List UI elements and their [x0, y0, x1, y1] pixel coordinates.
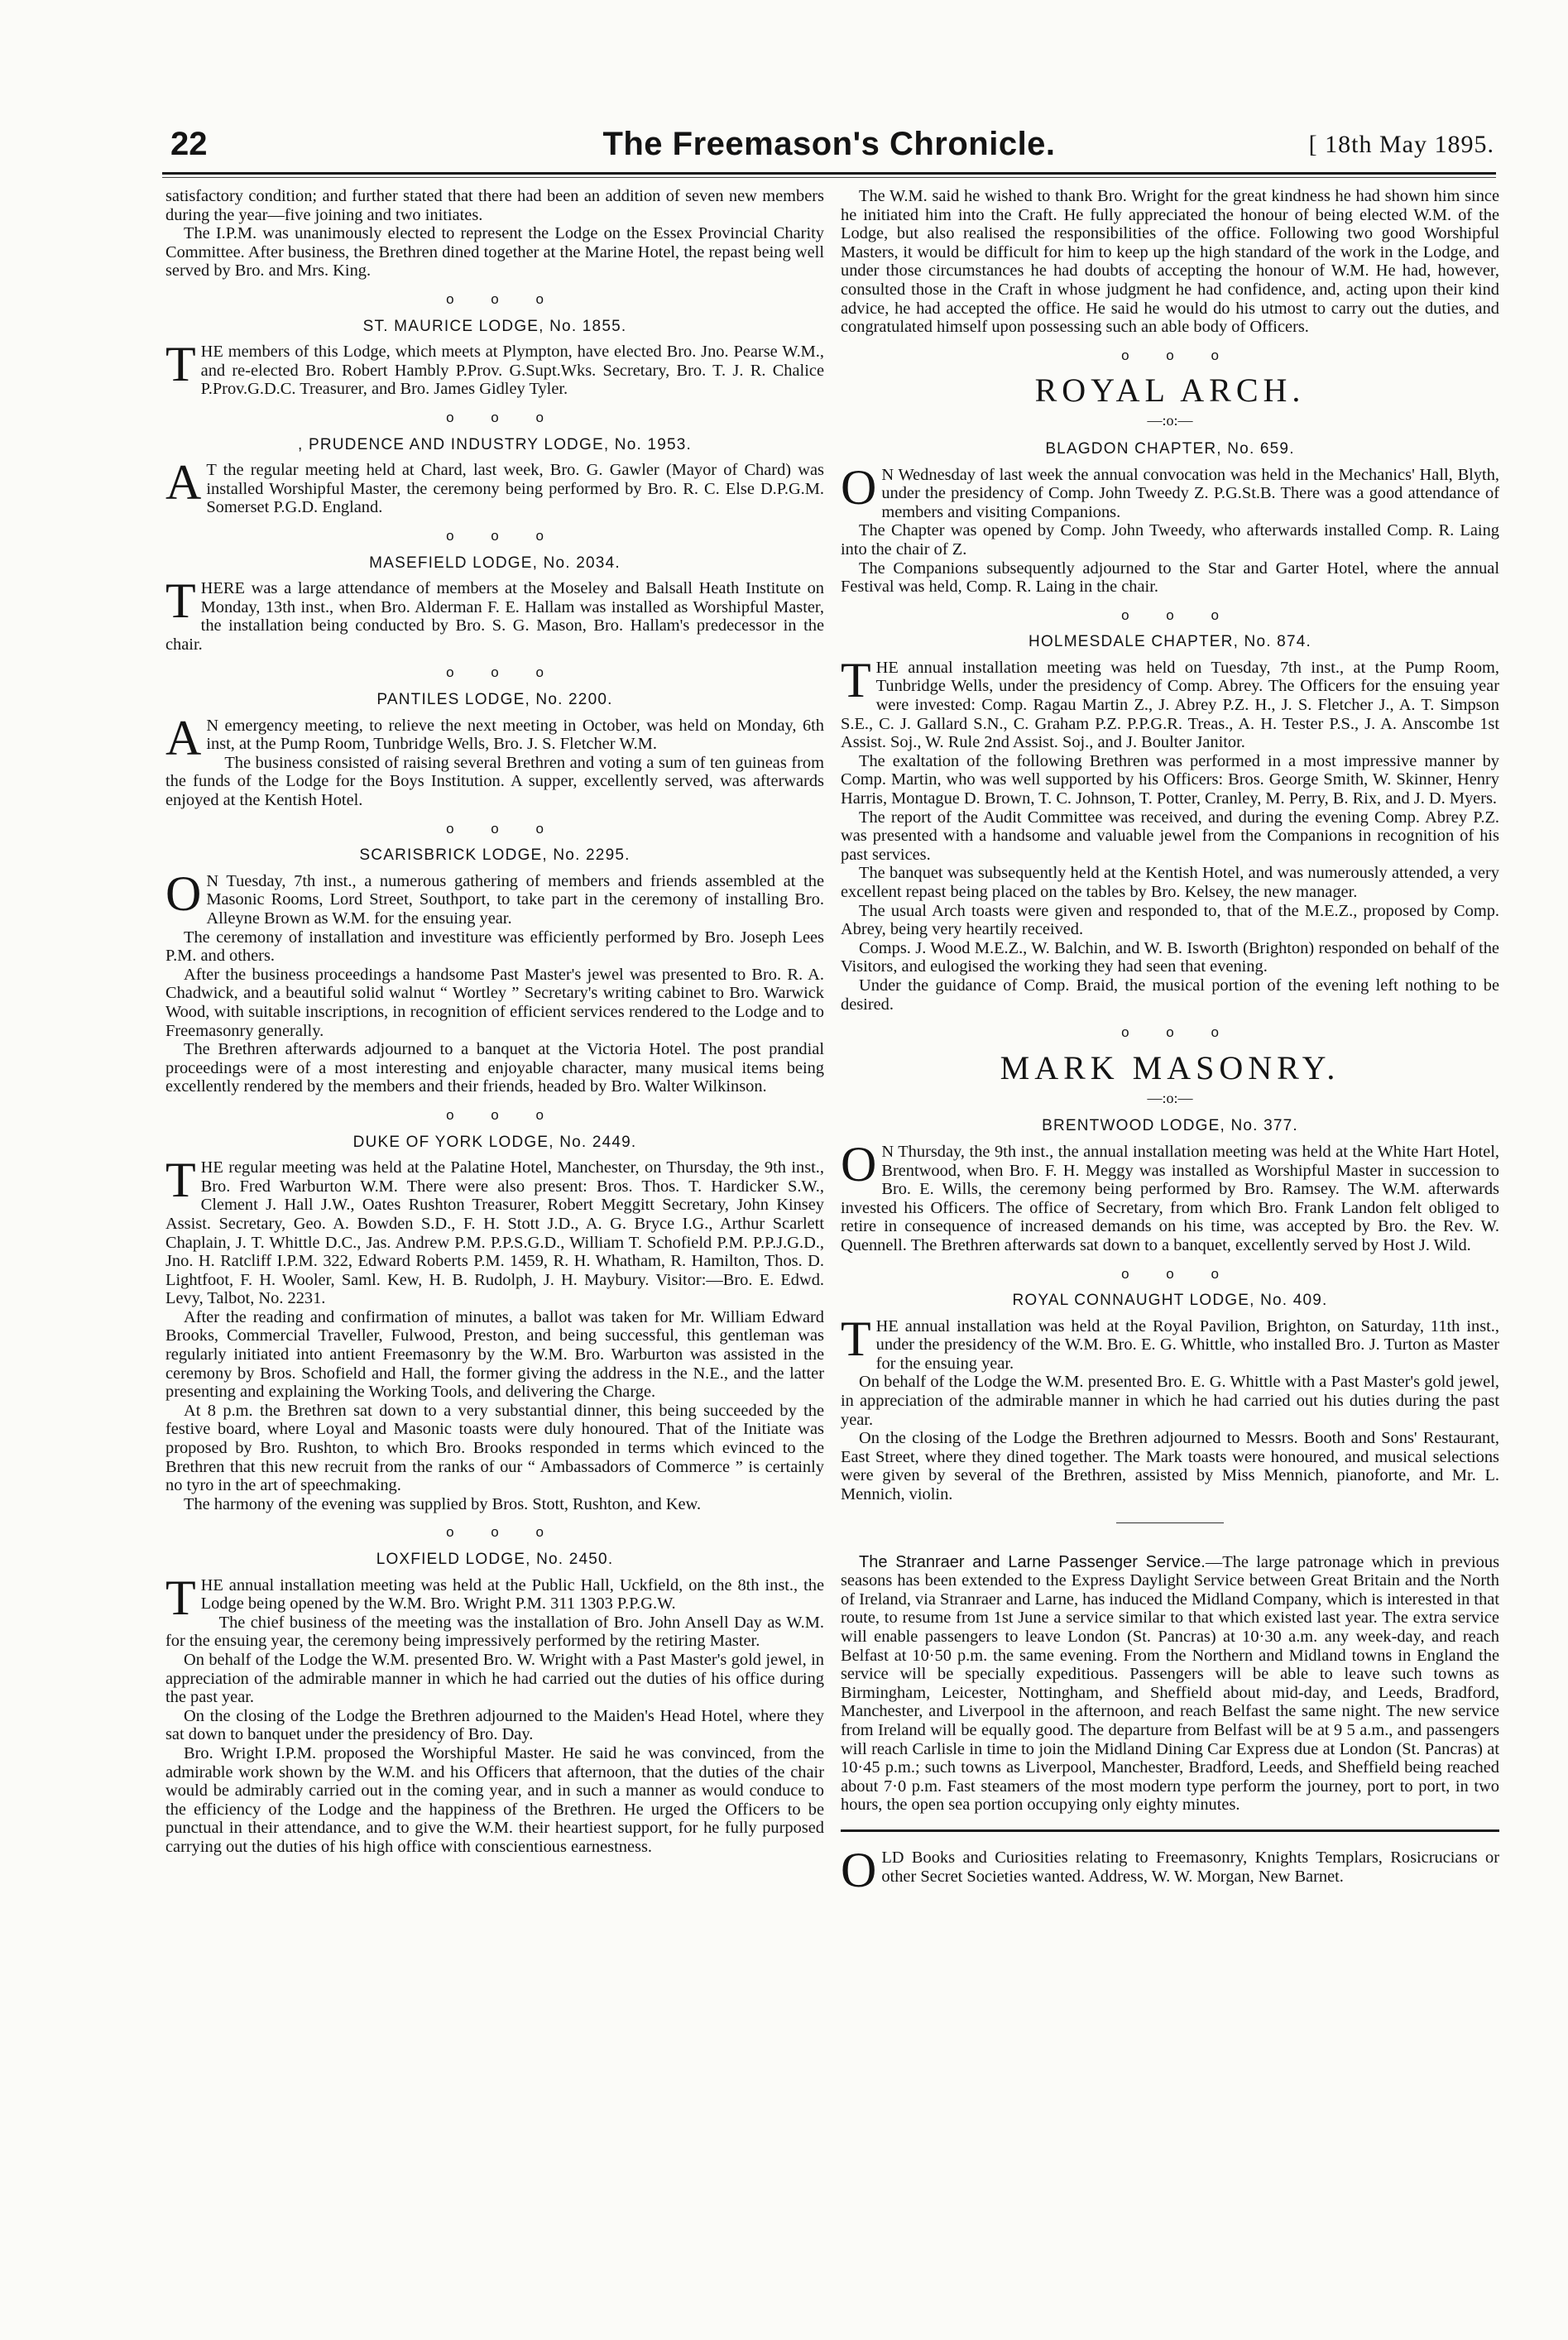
section-ornament: —:o:—: [1147, 1089, 1193, 1106]
article-heading: BLAGDON CHAPTER, No. 659.: [1045, 439, 1295, 458]
paragraph: On behalf of the Lodge the W.M. presented Bro. W. Wright with a Past Master's gold jewel, in appreciation of the admirable manner in which he had carried out the duties of his office during the past year.: [165, 1650, 824, 1707]
heavy-divider: [841, 1829, 1499, 1832]
section-title-mark-masonry: MARK MASONRY.: [1000, 1048, 1340, 1086]
paragraph: The usual Arch toasts were given and responded to, that of the M.E.Z., proposed by Comp. Abrey, being very heartily received.: [841, 901, 1499, 939]
paragraph: The report of the Audit Committee was received, and during the evening Comp. Abrey P.Z. was presented with a handsome and valuable jewel from the Companions in recognition of his past services.: [841, 808, 1499, 864]
article-heading: BRENTWOOD LODGE, No. 377.: [1042, 1117, 1298, 1135]
article-heading: , PRUDENCE AND INDUSTRY LODGE, No. 1953.: [298, 435, 692, 453]
article-heading: LOXFIELD LODGE, No. 2450.: [376, 1551, 614, 1568]
article-heading: MASEFIELD LODGE, No. 2034.: [369, 554, 621, 572]
separator: o o o: [446, 1106, 544, 1123]
paragraph: The harmony of the evening was supplied by Bros. Stott, Rushton, and Kew.: [184, 1494, 702, 1513]
paragraph: The I.P.M. was unanimously elected to represent the Lodge on the Essex Provincial Charity Committee. After business, the Brethren dined together at the Marine Hotel, the repast being well served by Bro. and Mrs. King.: [165, 224, 824, 281]
issue-date: [ 18th May 1895.: [1308, 131, 1494, 158]
notice-text: —The large patronage which in previous seasons has been extended to the Express Daylight Service between Great Britain and the North of Ireland, via Stranraer and Larne, has induced the Midland Company, which is interested in that route, to resume from 1st June a service similar to that which existed last year. The extra service will enable passengers to leave London (St. Pancras) at 10·30 a.m. any week-day, and reach Belfast at 10·50 p.m. the same evening. From the Northern and Midland towns in England the service will be specially expeditious. Passengers will be able to leave such towns as Birmingham, Leicester, Nottingham, and Sheffield about mid-day, and Leeds, Bradford, Manchester, and Liverpool in the afternoon, and reach Belfast the same night. The new service from Ireland will be equally good. The departure from Belfast will be at 9 5 a.m., and passengers will reach Carlisle in time to join the Midland Dining Car Express due at London (St. Pancras) at 10·45 p.m.; such towns as Liverpool, Manchester, Bradford, Leeds, and Sheffield being reached about 7·0 p.m. Fast steamers of the most modern type perform the journey, port to port, in two hours, the open sea portion occupying only eighty minutes.: [841, 1552, 1499, 1815]
paragraph: On the closing of the Lodge the Brethren adjourned to Messrs. Booth and Sons' Restaurant, East Street, where they dined together. The Mark toasts were honoured, and musical selections were given by several of the Brethren, assisted by Miss Mennich, pianoforte, and Mr. L. Mennich, violin.: [841, 1429, 1499, 1504]
paragraph: The Companions subsequently adjourned to the Star and Garter Hotel, where the annual Festival was held, Comp. R. Laing in the chair.: [841, 559, 1499, 597]
paragraph: AT the regular meeting held at Chard, last week, Bro. G. Gawler (Mayor of Chard) was installed Worshipful Master, the ceremony being performed by Bro. R. C. Else D.P.G.M. Somerset P.G.D. England.: [165, 455, 824, 517]
paragraph: On behalf of the Lodge the W.M. presented Bro. E. G. Whittle with a Past Master's gold jewel, in appreciation of the admirable manner in which he had carried out his duties during the past year.: [841, 1373, 1499, 1429]
advertisement: OLD Books and Curiosities relating to Freemasonry, Knights Templars, Rosicrucians or other Secret Societies wanted. Address, W. W. Morgan, New Barnet.: [841, 1842, 1499, 1897]
paragraph: At 8 p.m. the Brethren sat down to a very substantial dinner, this being succeeded by the festive board, where Loyal and Masonic toasts were duly honoured. That of the Initiate was proposed by Bro. Rushton, to which Bro. Brooks responded in terms which evinced to the Brethren that this new recruit from the ranks of our “ Ambassadors of Commerce ” is certainly no tyro in the art of speechmaking.: [165, 1401, 824, 1495]
paragraph: The W.M. said he wished to thank Bro. Wright for the great kindness he had shown him since he initiated him into the Craft. He fully appreciated the honour of being elected W.M. of the Lodge, but also realised the responsibilities of the office. Following two good Worshipful Masters, it would be difficult for him to keep up the high standard of the work in the Lodge, and under those circumstances he had doubts of accepting the honour of W.M. He had, however, consulted those in the Craft in whose judgment he had confidence, and, acting upon their kind advice, he had accepted the office. He said he would do his utmost to carry out the duties, and congratulated himself upon possessing such an able body of Officers.: [841, 187, 1499, 337]
paragraph: The Chapter was opened by Comp. John Tweedy, who afterwards installed Comp. R. Laing into the chair of Z.: [841, 521, 1499, 559]
paragraph: On the closing of the Lodge the Brethren adjourned to the Maiden's Head Hotel, where they sat down to banquet under the presidency of Bro. Day.: [165, 1706, 824, 1744]
paragraph: The exaltation of the following Brethren was performed in a most impressive manner by Comp. Martin, who was well supported by his Officers: Bros. George Smith, W. Skinner, Henry Harris, Montague D. Brown, T. C. Johnson, T. Potter, Cranley, M. Perry, B. Rix, and J. D. Myers.: [841, 751, 1499, 808]
separator: o o o: [446, 1524, 544, 1541]
paragraph: The ceremony of installation and investiture was efficiently performed by Bro. Joseph Lees P.M. and others.: [165, 928, 824, 966]
paragraph: After the reading and confirmation of minutes, a ballot was taken for Mr. William Edward Brooks, Commercial Traveller, Fulwood, Preston, and being successful, this gentleman was regularly initiated into antient Freemasonry by the W.M. Bro. Warburton was assisted in the ceremony by Bros. Schofield and Hall, the former giving the address in the N.E., and the latter presenting and explaining the Working Tools, and delivering the Charge.: [165, 1307, 824, 1402]
paragraph: The Brethren afterwards adjourned to a banquet at the Victoria Hotel. The post prandial proceedings were of a most interesting and enjoyable character, many musical items being excellently rendered by the members and their friends, headed by Bro. Walter Wilkinson.: [165, 1040, 824, 1096]
paragraph: THE members of this Lodge, which meets at Plympton, have elected Bro. Jno. Pearse W.M., and re-elected Bro. Robert Hambly P.Prov. G.Supt.Wks. Secretary, Bro. T. J. R. Chalice P.Prov.G.D.C. Treasurer, and Bro. James Gidley Tyler.: [165, 337, 824, 399]
article-heading: ROYAL CONNAUGHT LODGE, No. 409.: [1012, 1292, 1328, 1310]
separator: o o o: [446, 290, 544, 307]
masthead-rule: [162, 172, 1496, 175]
paragraph: THE annual installation meeting was held on Tuesday, 7th inst., at the Pump Room, Tunbridge Wells, under the presidency of Comp. Abrey. The Officers for the ensuing year were invested: Comp. Ragau Martin Z., J. Abrey P.Z. H., J. S. Fletcher J., A. T. Simpson S.E., C. J. Gallard S.N., C. Graham P.Z. P.P.G.R. Treas., A. H. Tester P.S., J. A. Anscombe 1st Assist. Soj., W. Rule 2nd Assist. Soj., and J. Boulter Janitor.: [841, 652, 1499, 752]
section-ornament: —:o:—: [1147, 412, 1193, 429]
paragraph: THE regular meeting was held at the Palatine Hotel, Manchester, on Thursday, the 9th inst., Bro. Fred Warburton W.M. There were also present: Bros. Thos. T. Hardicker S.W., Clement J. Hall J.W., Oates Rushton Treasurer, Robert Meggitt Secretary, John Kinsey Assist. Secretary, Geo. A. Bowden S.D., F. H. Stott J.D., A. G. Bryce I.G., Arthur Scarlett Chaplain, J. T. Whittle D.C., Jas. Andrew P.M. P.P.S.G.D., William T. Schofield P.M. P.P.J.G.D., Jno. H. Ratcliff I.P.M. 322, Edward Roberts P.M. 1459, R. H. Whatham, R. Hamilton, Thos. D. Lightfoot, F. H. Wooler, Saml. Kew, H. B. Rudolph, J. H. Maybury. Visitor:—Bro. E. Edwd. Levy, Talbot, No. 2231.: [165, 1153, 824, 1308]
article-heading: PANTILES LODGE, No. 2200.: [376, 691, 613, 709]
paragraph: ON Thursday, the 9th inst., the annual installation meeting was held at the White Hart Hotel, Brentwood, when Bro. F. H. Meggy was installed as Worshipful Master in succession to Bro. E. Wills, the ceremony being performed by Bro. Ramsey. The W.M. afterwards invested his Officers. The office of Secretary, from which Bro. Frank Landon felt obliged to retire in consequence of increased demands on his time, was accepted by Bro. the Rev. W. Quennell. The Brethren afterwards sat down to a banquet, excellently served by Host J. Wild.: [841, 1136, 1499, 1254]
separator: o o o: [1121, 1024, 1219, 1041]
separator: o o o: [446, 820, 544, 837]
paragraph: The business consisted of raising several Brethren and voting a sum of ten guineas from the funds of the Lodge for the Boys Institution. A supper, excellently served, was afterwards enjoyed at the Kentish Hotel.: [165, 753, 824, 810]
paragraph: After the business proceedings a handsome Past Master's jewel was presented to Bro. R. A. Chadwick, and a beautiful solid walnut “ Wortley ” Secretary's writing cabinet to Bro. Warwick Wood, with suitable inscriptions, in recognition of efficient services rendered to the Lodge and to Freemasonry generally.: [165, 965, 824, 1040]
paragraph: THE annual installation was held at the Royal Pavilion, Brighton, on Saturday, 11th inst., under the presidency of the W.M. Bro. E. G. Whittle, who installed Bro. J. Turton as Master for the ensuing year.: [841, 1311, 1499, 1373]
paragraph: ON Wednesday of last week the annual convocation was held in the Mechanics' Hall, Blyth, under the presidency of Comp. John Tweedy Z. P.G.St.B. There was a good attendance of members and visiting Companions.: [841, 459, 1499, 521]
left-column: [165, 187, 824, 2314]
paragraph: The banquet was subsequently held at the Kentish Hotel, and was numerously attended, a very excellent repast being placed on the tables by Bro. Kelsey, the new manager.: [841, 864, 1499, 901]
paragraph: THERE was a large attendance of members at the Moseley and Balsall Heath Institute on Monday, 13th inst., when Bro. Alderman F. E. Hallam was installed as Worshipful Master, the installation being conducted by Bro. S. G. Mason, Bro. Hallam's predecessor in the chair.: [165, 573, 824, 654]
paragraph: Comps. J. Wood M.E.Z., W. Balchin, and W. B. Isworth (Brighton) responded on behalf of the Visitors, and eulogised the working they had seen that evening.: [841, 938, 1499, 976]
separator: o o o: [1121, 1265, 1219, 1282]
separator: o o o: [446, 527, 544, 544]
separator: o o o: [1121, 347, 1219, 363]
right-column: [841, 187, 1499, 2314]
paragraph: ON Tuesday, 7th inst., a numerous gathering of members and friends assembled at the Masonic Rooms, Lord Street, Southport, to take part in the ceremony of installing Bro. Alleyne Brown as W.M. for the ensuing year.: [165, 866, 824, 928]
paragraph: Under the guidance of Comp. Braid, the musical portion of the evening left nothing to be desired.: [841, 976, 1499, 1014]
separator: o o o: [1121, 607, 1219, 623]
paragraph: satisfactory condition; and further stated that there had been an addition of seven new members during the year—five joining and two initiates.: [165, 187, 824, 224]
section-title-royal-arch: ROYAL ARCH.: [1034, 372, 1306, 410]
paragraph: AN emergency meeting, to relieve the next meeting in October, was held on Monday, 6th inst, at the Pump Room, Tunbridge Wells, Bro. J. S. Fletcher W.M.: [165, 710, 824, 765]
paragraph: THE annual installation meeting was held at the Public Hall, Uckfield, on the 8th inst., the Lodge being opened by the W.M. Bro. Wright P.M. 311 1303 P.P.G.W.: [165, 1570, 824, 1625]
paragraph: The chief business of the meeting was the installation of Bro. John Ansell Day as W.M. for the ensuing year, the ceremony being impressively performed by the retiring Master.: [165, 1613, 824, 1651]
short-divider: [1116, 1522, 1224, 1523]
article-heading: HOLMESDALE CHAPTER, No. 874.: [1029, 633, 1311, 651]
paragraph: Bro. Wright I.P.M. proposed the Worshipful Master. He said he was convinced, from the admirable work shown by the W.M. and his Officers that afternoon, that the duties of the chair would be admirably carried out in the coming year, and in such a manner as would conduce to the efficiency of the Lodge and the happiness of the Brethren. He urged the Officers to be punctual in their attendance, and to give the W.M. their heartiest support, for he fully purposed carrying out the duties of his high office with conscientious earnestness.: [165, 1743, 824, 1856]
notice-run-in-heading: The Stranraer and Larne Passenger Service.: [859, 1552, 1206, 1571]
masthead-rule-thin: [162, 177, 1496, 178]
masthead: [162, 124, 1496, 170]
separator: o o o: [446, 409, 544, 425]
article-heading: ST. MAURICE LODGE, No. 1855.: [362, 317, 627, 335]
stranraer-notice: [841, 1553, 1499, 1815]
separator: o o o: [446, 664, 544, 681]
publication-title: The Freemason's Chronicle.: [602, 126, 1056, 162]
page-number: 22: [170, 126, 208, 162]
article-heading: DUKE OF YORK LODGE, No. 2449.: [352, 1133, 637, 1151]
article-heading: SCARISBRICK LODGE, No. 2295.: [359, 846, 631, 865]
